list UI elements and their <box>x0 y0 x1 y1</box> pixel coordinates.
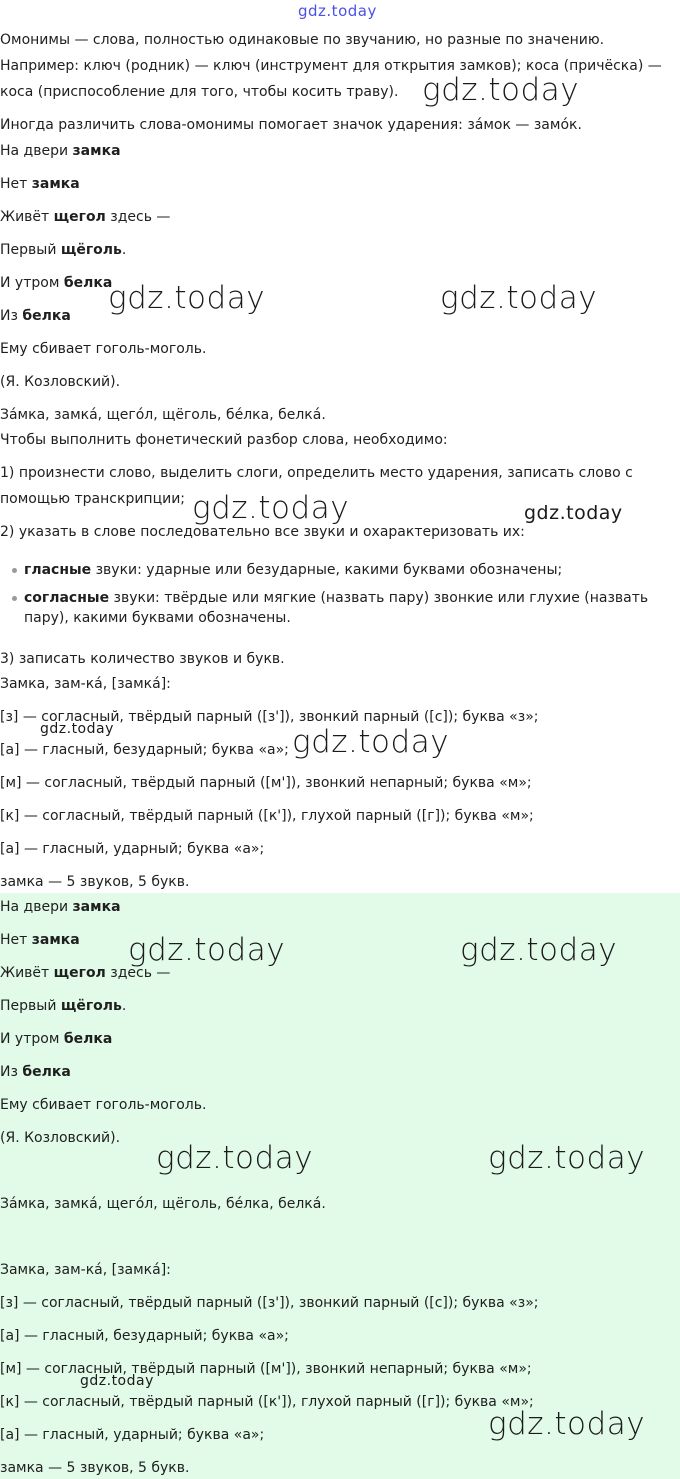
watermark: gdz.today <box>80 1373 154 1389</box>
answer-analysis-header: Замка, зам-ка́, [замка́]: <box>0 1262 171 1278</box>
watermark: gdz.today <box>108 280 266 316</box>
watermark: gdz.today <box>524 502 623 524</box>
method-step-3: 3) записать количество звуков и букв. <box>0 651 285 667</box>
answer-analysis-sound-3: [м] — согласный, твёрдый парный ([м']), звонкий непарный; буква «м»; <box>0 1361 532 1377</box>
answer-analysis-sound-5: [а] — гласный, ударный; буква «а»; <box>0 1427 265 1443</box>
analysis-sound-2: [а] — гласный, безударный; буква «а»; <box>0 742 289 758</box>
bullet-dot-icon <box>12 568 17 573</box>
answer-analysis-sound-2: [а] — гласный, безударный; буква «а»; <box>0 1328 289 1344</box>
method-step-2: 2) указать в слове последовательно все звуки и охарактеризовать их: <box>0 524 525 540</box>
method-step-1-line-1: 1) произнести слово, выделить слоги, определить место ударения, записать слово с <box>0 465 633 481</box>
analysis-sound-4: [к] — согласный, твёрдый парный ([к']), глухой парный ([г]); буква «м»; <box>0 808 534 824</box>
stress-line: За́мка, замка́, щего́л, щёголь, бе́лка, белка́. <box>0 407 326 423</box>
poem-line-3: Живёт щегол здесь — <box>0 209 171 225</box>
answer-poem-line-2: Нет замка <box>0 932 80 948</box>
poem-line-6: Из белка <box>0 308 71 324</box>
watermark: gdz.today <box>156 1140 314 1176</box>
analysis-sound-3: [м] — согласный, твёрдый парный ([м']), звонкий непарный; буква «м»; <box>0 775 532 791</box>
analysis-sound-1: [з] — согласный, твёрдый парный ([з']), звонкий парный ([с]); буква «з»; <box>0 709 539 725</box>
analysis-sound-5: [а] — гласный, ударный; буква «а»; <box>0 841 265 857</box>
intro-line-1: Омонимы — слова, полностью одинаковые по звучанию, но разные по значению. <box>0 32 605 48</box>
answer-poem-line-4: Первый щёголь. <box>0 998 127 1014</box>
answer-poem-line-5: И утром белка <box>0 1031 113 1047</box>
bullet-dot-icon <box>12 596 17 601</box>
intro-line-2: Например: ключ (родник) — ключ (инструмент для открытия замков); коса (причёска) — <box>0 58 662 74</box>
answer-poem-author: (Я. Козловский). <box>0 1130 121 1146</box>
answer-poem-line-6: Из белка <box>0 1064 71 1080</box>
intro-line-3: коса (приспособление для того, чтобы косить траву). <box>0 84 399 100</box>
list-item-consonants: согласные звуки: твёрдые или мягкие (назвать пару) звонкие или глухие (назвать пару), какими буквами обозначены. <box>0 588 670 628</box>
answer-analysis-sound-4: [к] — согласный, твёрдый парный ([к']), глухой парный ([г]); буква «м»; <box>0 1394 534 1410</box>
watermark: gdz.today <box>422 72 580 108</box>
watermark-top: gdz.today <box>298 2 377 20</box>
answer-poem-line-7: Ему сбивает гоголь-моголь. <box>0 1097 207 1113</box>
watermark: gdz.today <box>488 1406 646 1442</box>
watermark: gdz.today <box>40 721 114 737</box>
analysis-total: замка — 5 звуков, 5 букв. <box>0 874 190 890</box>
watermark: gdz.today <box>440 280 598 316</box>
watermark: gdz.today <box>460 932 618 968</box>
method-intro: Чтобы выполнить фонетический разбор слова, необходимо: <box>0 432 448 448</box>
poem-line-5: И утром белка <box>0 275 113 291</box>
answer-analysis-sound-1: [з] — согласный, твёрдый парный ([з']), звонкий парный ([с]); буква «з»; <box>0 1295 539 1311</box>
answer-poem-line-1: На двери замка <box>0 899 121 915</box>
method-step-1-line-2: помощью транскрипции; <box>0 491 186 507</box>
watermark: gdz.today <box>192 490 350 526</box>
sound-types-list <box>0 560 670 636</box>
answer-poem-line-3: Живёт щегол здесь — <box>0 965 171 981</box>
answer-analysis-total: замка — 5 звуков, 5 букв. <box>0 1460 190 1476</box>
watermark: gdz.today <box>488 1140 646 1176</box>
list-item-vowels: гласные звуки: ударные или безударные, какими буквами обозначены; <box>0 560 670 580</box>
watermark: gdz.today <box>292 724 450 760</box>
watermark: gdz.today <box>128 932 286 968</box>
intro-line-4: Иногда различить слова-омонимы помогает значок ударения: за́мок — замо́к. <box>0 117 582 133</box>
poem-line-1: На двери замка <box>0 143 121 159</box>
answer-stress-line: За́мка, замка́, щего́л, щёголь, бе́лка, белка́. <box>0 1196 326 1212</box>
poem-line-2: Нет замка <box>0 176 80 192</box>
analysis-header: Замка, зам-ка́, [замка́]: <box>0 676 171 692</box>
poem-line-7: Ему сбивает гоголь-моголь. <box>0 341 207 357</box>
poem-author: (Я. Козловский). <box>0 374 121 390</box>
poem-line-4: Первый щёголь. <box>0 242 127 258</box>
